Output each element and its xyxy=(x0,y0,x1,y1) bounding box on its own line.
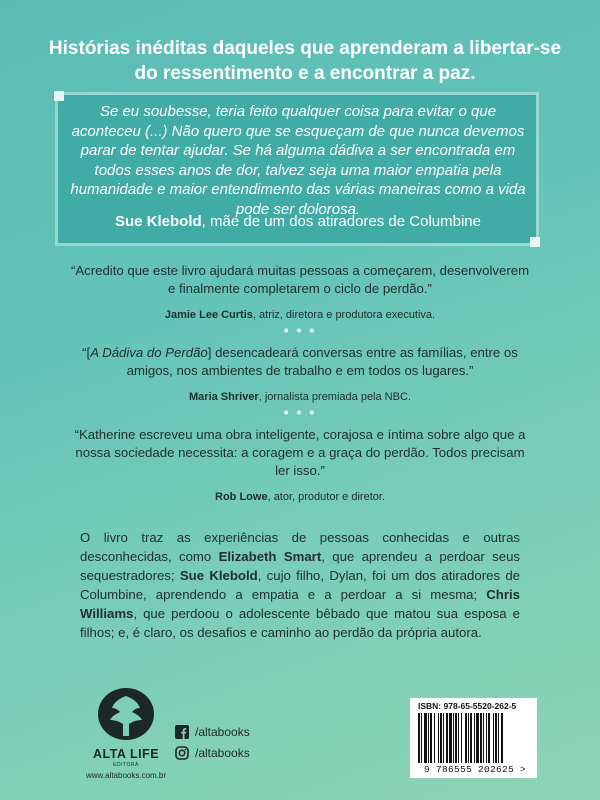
publisher-name: ALTA LIFE xyxy=(92,747,160,761)
facebook-handle-text: /altabooks xyxy=(195,725,250,739)
blurb-author: Jamie Lee Curtis xyxy=(164,309,253,321)
featured-quote-role: , mãe de um dos atiradores de Columbine xyxy=(201,213,481,230)
featured-quote-text: Se eu soubesse, teria feito qualquer coisa para evitar o que aconteceu (...) Não quero que se esqueçam de que nunca devemos parar de tentar ajudar. Se há alguma dádiva a ser encontrada em todos esses anos de dor, talvez seja uma maior empatia pela humanidade e maior entendimento das várias maneiras como a vida pode ser dolorosa. xyxy=(70,103,526,218)
corner-decoration xyxy=(530,237,540,247)
featured-quote-author: Sue Klebold xyxy=(114,213,202,230)
publisher-sub: EDITORA xyxy=(113,762,139,768)
blurb-author: Maria Shriver xyxy=(189,391,259,403)
separator: • • • xyxy=(283,322,317,338)
person-name: Chris Williams xyxy=(80,587,520,621)
featured-quote-attribution xyxy=(70,213,526,230)
blurb-3 xyxy=(70,426,530,506)
blurb-text: “Katherine escreveu uma obra inteligente, corajosa e íntima sobre algo que a nossa sociedade necessita: a coragem e a graça do perdão. Todos precisam ler isso.” xyxy=(74,427,526,478)
book-title: A Dádiva do Perdão xyxy=(90,345,208,360)
blurb-text-prefix: “[ xyxy=(82,345,91,360)
blurb-role: , ator, produtor e diretor. xyxy=(267,491,385,503)
tagline: Histórias inéditas daqueles que aprenderam a libertar-se do ressentimento e a encontrar a paz. xyxy=(48,38,562,84)
blurb-text: “Acredito que este livro ajudará muitas pessoas a começarem, desenvolverem e finalmente completarem o ciclo de perdão.” xyxy=(70,263,530,296)
blurb-1 xyxy=(70,262,530,324)
publisher-website: www.altabooks.com.br xyxy=(85,771,167,780)
featured-quote-box xyxy=(58,95,536,243)
instagram-handle-text: /altabooks xyxy=(195,746,250,760)
facebook-icon xyxy=(175,725,189,739)
corner-decoration xyxy=(54,91,64,101)
blurb-attribution xyxy=(70,488,530,506)
separator: • • • xyxy=(283,404,317,420)
blurb-text-rest: ] desencadeará conversas entre as famílias, entre os amigos, nos ambientes de trabalho e em todos os lugares.” xyxy=(126,345,518,378)
book-description xyxy=(80,528,520,642)
blurb-role: , jornalista premiada pela NBC. xyxy=(258,391,411,403)
blurb-2 xyxy=(70,344,530,406)
isbn-barcode-box xyxy=(410,698,537,778)
blurb-author: Rob Lowe xyxy=(215,491,268,503)
blurb-text xyxy=(70,344,530,380)
instagram-handle xyxy=(175,746,250,760)
person-name: Elizabeth Smart xyxy=(218,549,322,564)
description-text: , que perdoou o adolescente bêbado que matou sua esposa e filhos; e, é claro, os desafios e caminho ao perdão da própria autora. xyxy=(80,606,520,640)
description-text: , que aprendeu a perdoar seus sequestradores; xyxy=(80,549,520,583)
instagram-icon xyxy=(175,746,189,760)
tree-logo-icon xyxy=(90,684,162,746)
blurb-role: , atriz, diretora e produtora executiva. xyxy=(252,309,436,321)
person-name: Sue Klebold xyxy=(179,568,258,583)
barcode-digits: 9 786555 202625 > xyxy=(423,764,526,775)
description-text: O livro traz as experiências de pessoas conhecidas e outras desconhecidas, como xyxy=(80,530,520,564)
description-text: , cujo filho, Dylan, foi um dos atiradores de Columbine, aprendendo a empatia e a perdoar a si mesma; xyxy=(80,568,521,602)
facebook-handle xyxy=(175,725,250,739)
isbn-label: ISBN: 978-65-5520-262-5 xyxy=(418,701,517,711)
barcode-icon xyxy=(418,713,530,763)
